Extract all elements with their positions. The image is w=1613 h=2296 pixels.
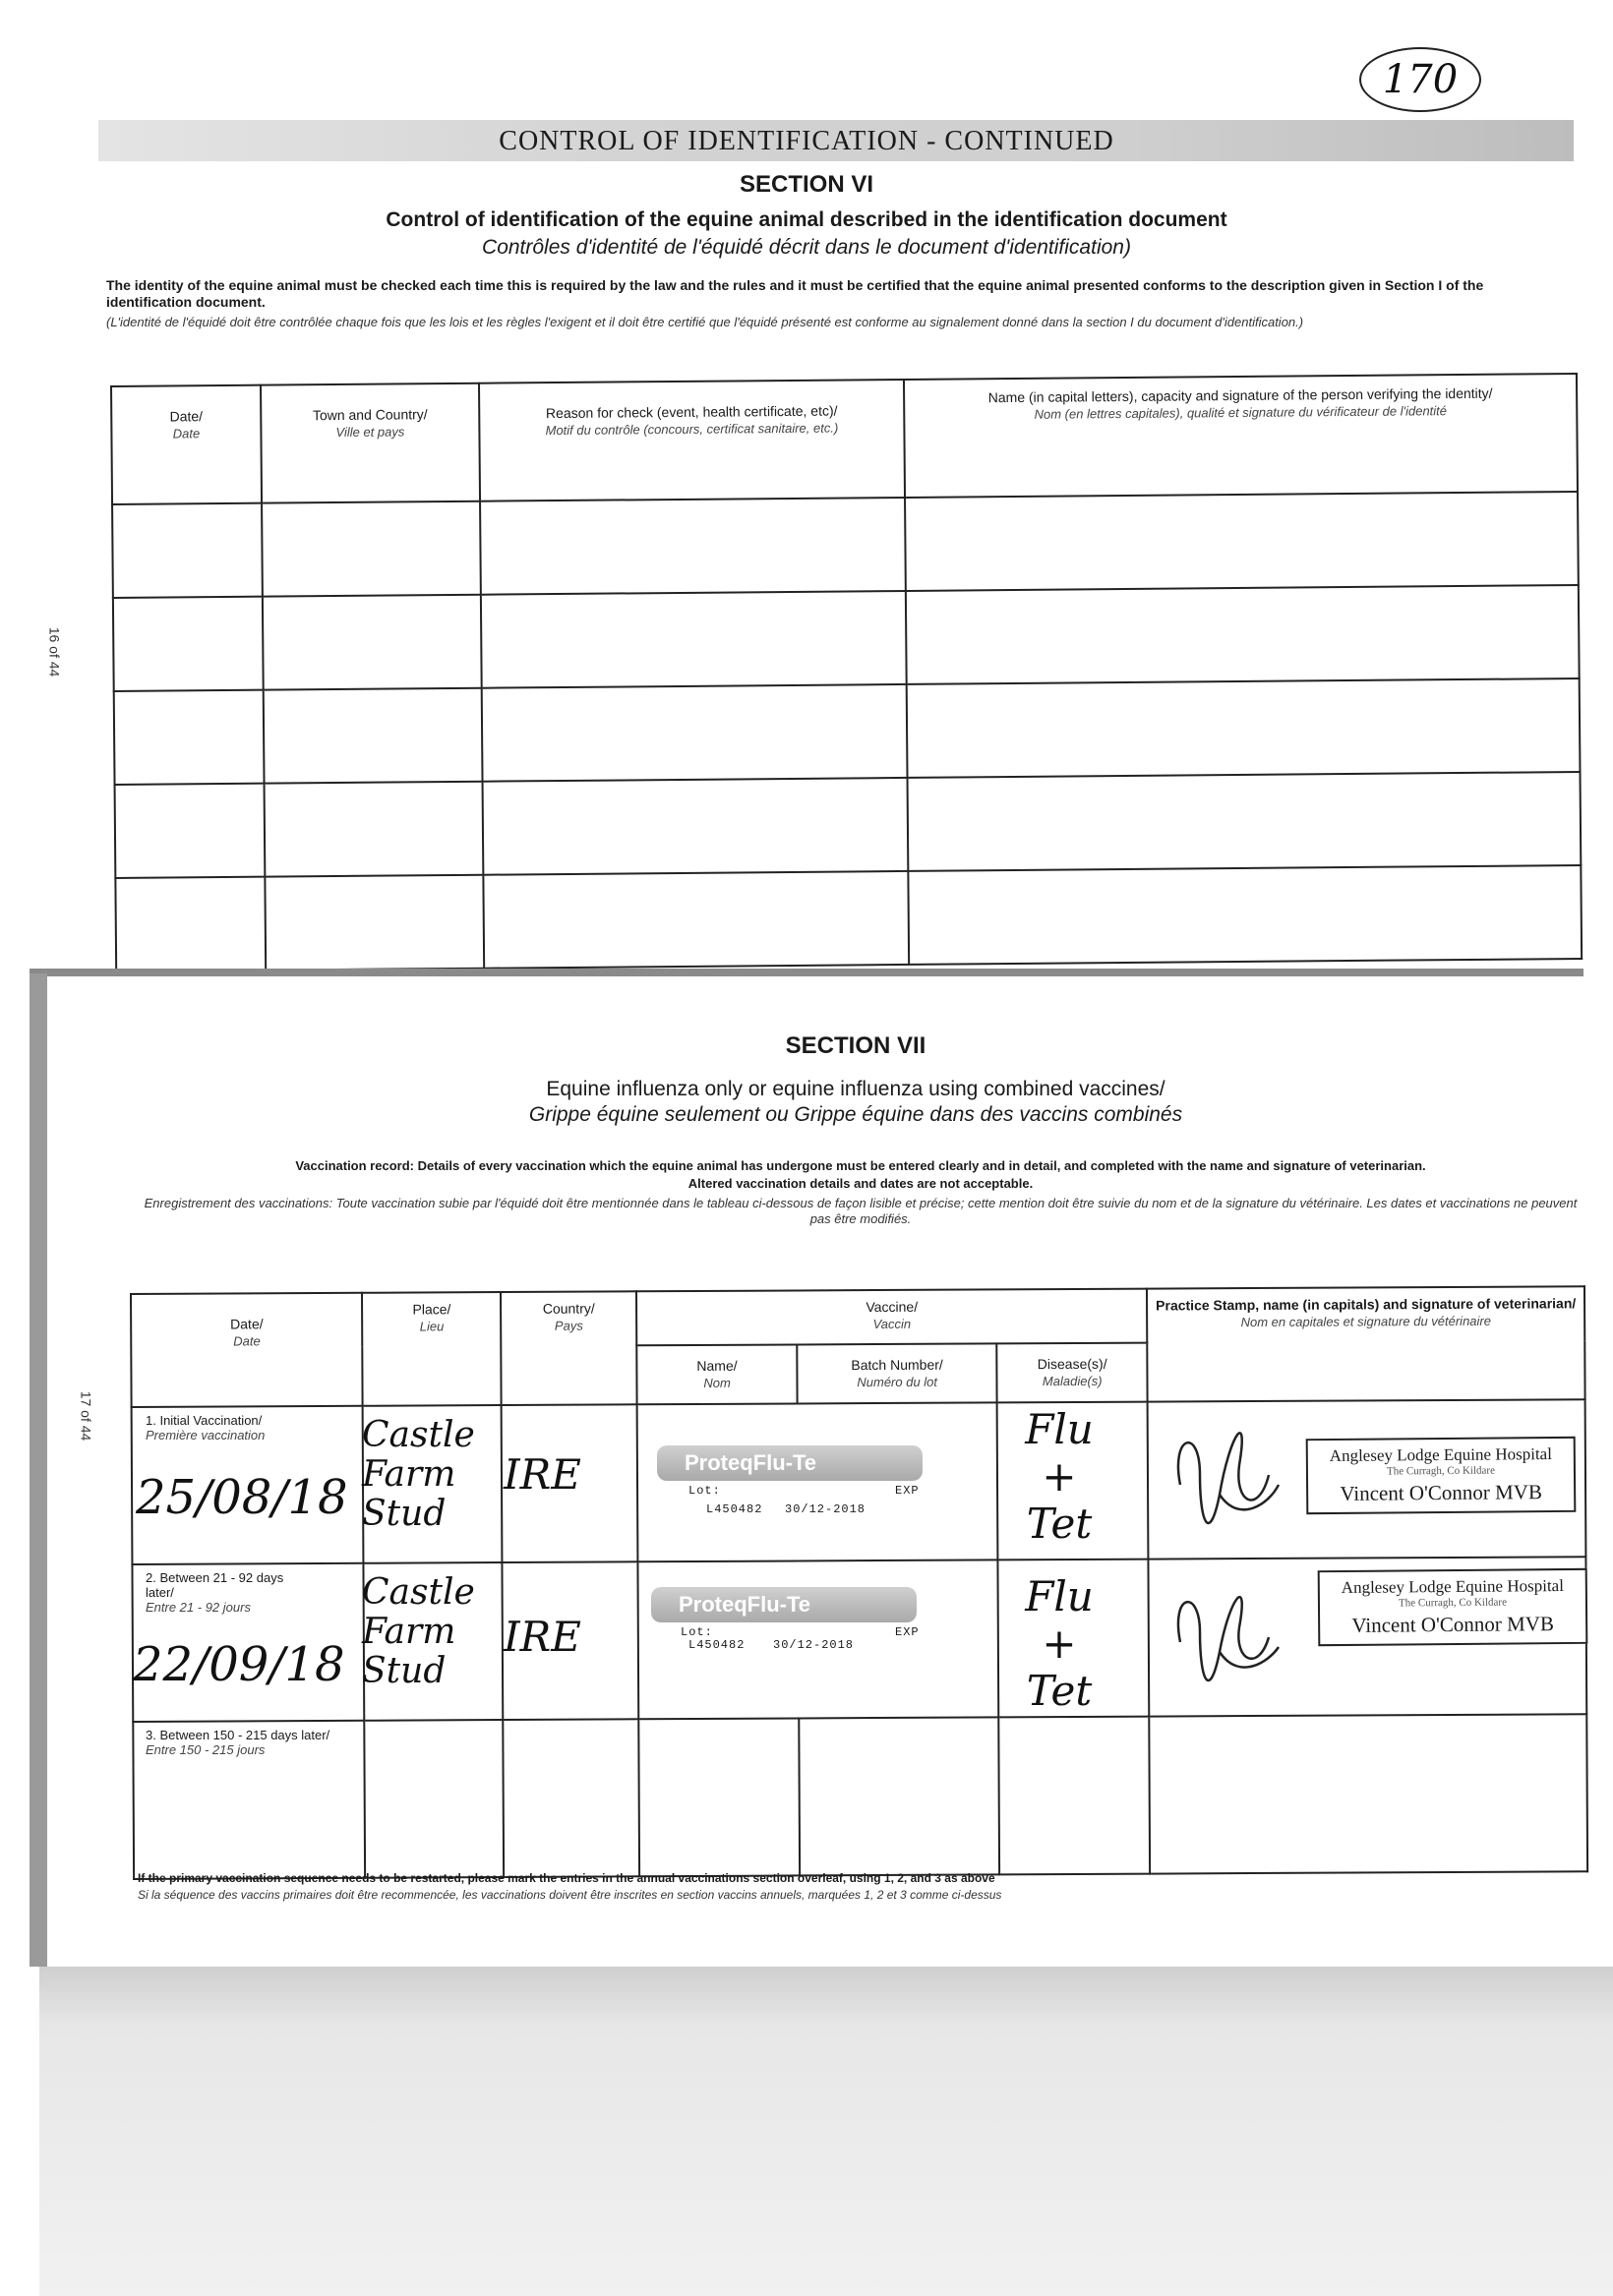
row-2-date: 22/09/18 — [133, 1637, 345, 1692]
footnote-fr: Si la séquence des vaccins primaires doit être recommencée, les vaccinations doivent être inscrites en section vaccins annuels, marquées 1, 2 et 3 comme ci-dessus — [138, 1888, 1002, 1902]
row-2-disease: Flu + Tet — [1025, 1572, 1094, 1715]
lower-side-label: 17 of 44 — [78, 1390, 94, 1442]
row-1-stamp-line-1: Anglesey Lodge Equine Hospital — [1329, 1444, 1552, 1465]
vaccination-record-en: Vaccination record: Details of every vaccination which the equine animal has undergone must be entered clearly and in detail, and completed with the name and signature of veterinarian. — [295, 1158, 1426, 1173]
row-1-label-fr: Première vaccination — [146, 1428, 266, 1442]
col-country: Country/ Pays — [501, 1291, 636, 1405]
col-date: Date/ Date — [111, 385, 262, 504]
section-vii-title: SECTION VII — [785, 1032, 926, 1059]
row-2-label — [146, 1570, 313, 1615]
row-2-country: IRE — [504, 1613, 581, 1661]
col-town-country: Town and Country/ Ville et pays — [261, 383, 480, 503]
upper-heading: CONTROL OF IDENTIFICATION - CONTINUED — [499, 126, 1114, 156]
vaccination-record-fr: Enregistrement des vaccinations: Toute vaccination subie par l'équidé doit être mentionnée dans le tableau ci-dessous de façon lisible et précise; cette mention doit être suivie du nom et de la signature du vétérinaire. Les dates et vaccinations ne peuvent pas être modifiés. — [144, 1196, 1578, 1226]
section-vi-subtitle-en: Control of identification of the equine animal described in the identification document — [386, 208, 1227, 231]
col-practice-stamp: Practice Stamp, name (in capitals) and signature of veterinarian/ Nom en capitales et signature du vétérinaire — [1147, 1286, 1584, 1401]
row-1-country: IRE — [504, 1450, 581, 1499]
row-2-label-en: 2. Between 21 - 92 days later/ — [146, 1570, 284, 1600]
row-1-stamp-line-2: The Curragh, Co Kildare — [1386, 1464, 1495, 1478]
section-vi-title: SECTION VI — [739, 171, 874, 198]
footnote-en: If the primary vaccination sequence needs to be restarted, please mark the entries in the annual vaccinations section overleaf, using 1, 2, and 3 as above — [138, 1871, 995, 1885]
table-row — [115, 865, 1582, 971]
row-2-batch: L450482 — [688, 1638, 746, 1652]
row-1-date: 25/08/18 — [136, 1470, 348, 1525]
table-row — [115, 772, 1582, 878]
page-number-text: 170 — [1382, 57, 1459, 102]
row-2-signature — [1161, 1563, 1288, 1711]
row-2-expiry-prefix: EXP — [895, 1625, 920, 1639]
section-vi-subtitle-fr: Contrôles d'identité de l'équidé décrit dans le document d'identification) — [482, 236, 1131, 259]
row-1-expiry: 30/12-2018 — [785, 1502, 866, 1516]
col-reason: Reason for check (event, health certificate, etc)/ Motif du contrôle (concours, certificat sanitaire, etc.) — [479, 380, 905, 501]
page-edge-shadow — [30, 969, 1583, 976]
upper-side-label: 16 of 44 — [46, 626, 63, 677]
vaccination-record-en-2: Altered vaccination details and dates are not acceptable. — [687, 1176, 1034, 1191]
row-2-batch-prefix: Lot: — [681, 1625, 713, 1639]
col-vaccine-name: Name/ Nom — [636, 1344, 797, 1404]
page-number — [1359, 47, 1481, 112]
table-row — [114, 678, 1581, 785]
section-vii-subtitle-en: Equine influenza only or equine influenza using combined vaccines/ — [546, 1078, 1165, 1100]
row-3-label — [146, 1728, 332, 1757]
row-3-label-fr: Entre 150 - 215 jours — [146, 1742, 266, 1757]
row-2-practice-stamp — [1318, 1568, 1588, 1646]
row-1-vaccine-label: ProteqFlu-Te — [657, 1445, 923, 1481]
row-1-batch-prefix: Lot: — [688, 1484, 721, 1498]
row-1-practice-stamp — [1306, 1437, 1577, 1514]
col-vacc-date: Date/ Date — [131, 1293, 363, 1407]
row-2-place: Castle Farm Stud — [362, 1572, 475, 1691]
row-2-stamp-line-1: Anglesey Lodge Equine Hospital — [1341, 1576, 1564, 1597]
row-2-label-fr: Entre 21 - 92 jours — [146, 1600, 251, 1615]
vaccination-row-3 — [133, 1714, 1587, 1879]
table-row — [113, 585, 1580, 691]
table-row — [112, 492, 1579, 598]
scan-background — [39, 1967, 1613, 2296]
section-vii-subtitle-fr: Grippe équine seulement ou Grippe équine dans des vaccins combinés — [528, 1103, 1183, 1126]
identification-table — [110, 373, 1583, 972]
row-1-disease: Flu + Tet — [1025, 1405, 1094, 1548]
section-vi-intro-en: The identity of the equine animal must be checked each time this is required by the law and the rules and it must be certified that the equine animal presented conforms to the description given in Section I of the identification document. — [106, 277, 1484, 310]
sheet-left-edge — [30, 973, 47, 1967]
section-vi-intro-fr: (L'identité de l'équidé doit être contrôlée chaque fois que les lois et les règles l'exigent et il doit être certifié que l'équidé présenté est conforme au signalement donné dans la section I du document d'identification.) — [106, 315, 1304, 329]
col-diseases: Disease(s)/ Maladie(s) — [997, 1343, 1148, 1403]
row-1-label-en: 1. Initial Vaccination/ — [146, 1413, 263, 1428]
row-3-label-en: 3. Between 150 - 215 days later/ — [146, 1728, 330, 1742]
col-place: Place/ Lieu — [362, 1292, 501, 1406]
col-verifier: Name (in capital letters), capacity and signature of the person verifying the identity/ Nom (en lettres capitales), qualité et signature du vérificateur de l'identité — [904, 374, 1578, 498]
col-batch-number: Batch Number/ Numéro du lot — [797, 1343, 997, 1403]
row-2-stamp-line-2: The Curragh, Co Kildare — [1398, 1596, 1507, 1610]
col-vaccine: Vaccine/ Vaccin — [636, 1289, 1147, 1346]
row-1-label — [146, 1413, 342, 1442]
row-1-stamp-name: Vincent O'Connor MVB — [1340, 1480, 1543, 1505]
row-2-stamp-name: Vincent O'Connor MVB — [1351, 1612, 1555, 1637]
row-1-batch: L450482 — [706, 1502, 763, 1516]
row-1-place: Castle Farm Stud — [362, 1415, 475, 1534]
row-2-vaccine-label: ProteqFlu-Te — [651, 1587, 917, 1622]
row-1-signature — [1161, 1396, 1288, 1554]
row-1-expiry-prefix: EXP — [895, 1484, 920, 1498]
row-2-expiry: 30/12-2018 — [773, 1638, 855, 1652]
